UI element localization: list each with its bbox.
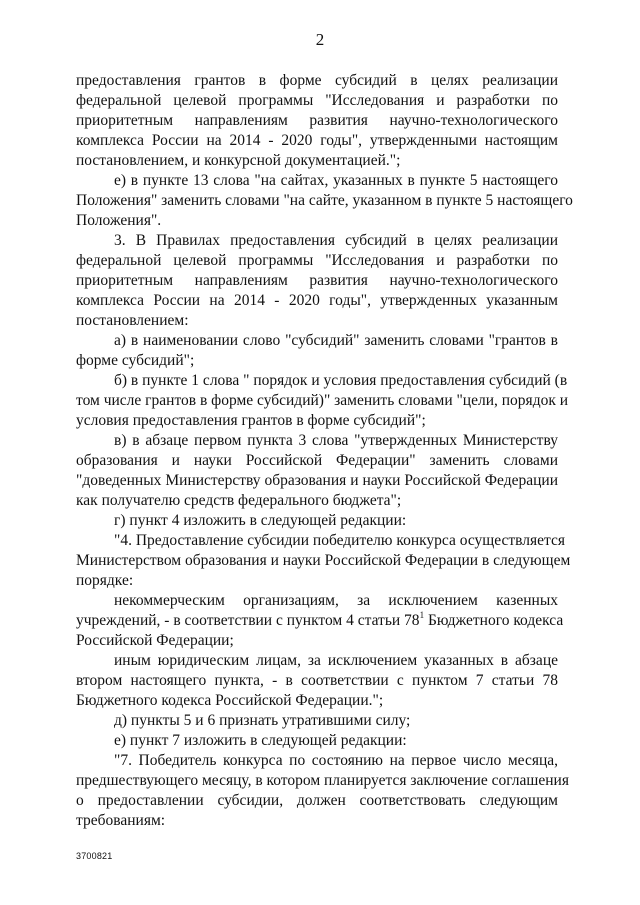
text-line: как получателю средств федерального бюджета"; bbox=[76, 492, 402, 509]
text-line: постановлением: bbox=[76, 312, 189, 329]
text-line: приоритетным направлениям развития научно-технологического bbox=[76, 272, 558, 289]
text-line bbox=[76, 611, 563, 631]
text-line: форме субсидий"; bbox=[76, 352, 195, 369]
text-line: том числе грантов в форме субсидий)" заменить словами "цели, порядок и bbox=[76, 392, 569, 409]
text-line: 3. В Правилах предоставления субсидий в целях реализации bbox=[114, 232, 558, 249]
text-line: предоставления грантов в форме субсидий в целях реализации bbox=[76, 72, 558, 89]
text-line: приоритетным направлениям развития научно-технологического bbox=[76, 112, 558, 129]
text-line: е) в пункте 13 слова "на сайтах, указанных в пункте 5 настоящего bbox=[114, 172, 558, 189]
text-line: комплекса России на 2014 - 2020 годы", утвержденными настоящим bbox=[76, 132, 558, 149]
page-number: 2 bbox=[315, 30, 325, 49]
text-line: Министерством образования и науки Российской Федерации в следующем bbox=[76, 552, 571, 569]
text-span: учреждений, - в соответствии с пунктом 4 статьи 78 bbox=[76, 612, 420, 629]
text-line: б) в пункте 1 слова " порядок и условия предоставления субсидий (в bbox=[114, 372, 568, 389]
text-line: порядке: bbox=[76, 572, 134, 589]
text-line: образования и науки Российской Федерации" заменить словами bbox=[76, 452, 558, 469]
text-line: о предоставлении субсидии, должен соответствовать следующим bbox=[76, 792, 558, 809]
text-line: иным юридическим лицам, за исключением указанных в абзаце bbox=[114, 652, 558, 669]
text-line: Положения" заменить словами "на сайте, указанном в пункте 5 настоящего bbox=[76, 192, 573, 209]
text-line: требованиям: bbox=[76, 812, 166, 829]
text-line: г) пункт 4 изложить в следующей редакции: bbox=[114, 512, 407, 529]
text-line: предшествующего месяцу, в котором планируется заключение соглашения bbox=[76, 772, 569, 789]
superscript: 1 bbox=[419, 610, 425, 620]
text-line: постановлением, и конкурсной документацией."; bbox=[76, 152, 401, 169]
text-line: федеральной целевой программы "Исследования и разработки по bbox=[76, 92, 558, 109]
text-line: условия предоставления грантов в форме субсидий"; bbox=[76, 412, 426, 429]
text-line: Бюджетного кодекса Российской Федерации."; bbox=[76, 692, 384, 709]
text-line: "доведенных Министерству образования и науки Российской Федерации bbox=[76, 472, 558, 489]
text-line: некоммерческим организациям, за исключением казенных bbox=[114, 592, 558, 609]
document-code: 3700821 bbox=[76, 851, 113, 861]
text-line: втором настоящего пункта, - в соответствии с пунктом 7 статьи 78 bbox=[76, 672, 558, 689]
text-line: федеральной целевой программы "Исследования и разработки по bbox=[76, 252, 558, 269]
text-line: "4. Предоставление субсидии победителю конкурса осуществляется bbox=[114, 532, 565, 549]
text-line: а) в наименовании слово "субсидий" заменить словами "грантов в bbox=[114, 332, 558, 349]
text-line: в) в абзаце первом пункта 3 слова "утвержденных Министерству bbox=[114, 432, 558, 449]
text-line: е) пункт 7 изложить в следующей редакции: bbox=[114, 732, 407, 749]
text-line: д) пункты 5 и 6 признать утратившими силу; bbox=[114, 712, 411, 729]
text-line: Российской Федерации; bbox=[76, 632, 234, 649]
text-line: Положения". bbox=[76, 212, 162, 229]
text-span: Бюджетного кодекса bbox=[427, 612, 564, 629]
text-line: "7. Победитель конкурса по состоянию на первое число месяца, bbox=[114, 752, 558, 769]
text-line: комплекса России на 2014 - 2020 годы", утвержденных указанным bbox=[76, 292, 558, 309]
